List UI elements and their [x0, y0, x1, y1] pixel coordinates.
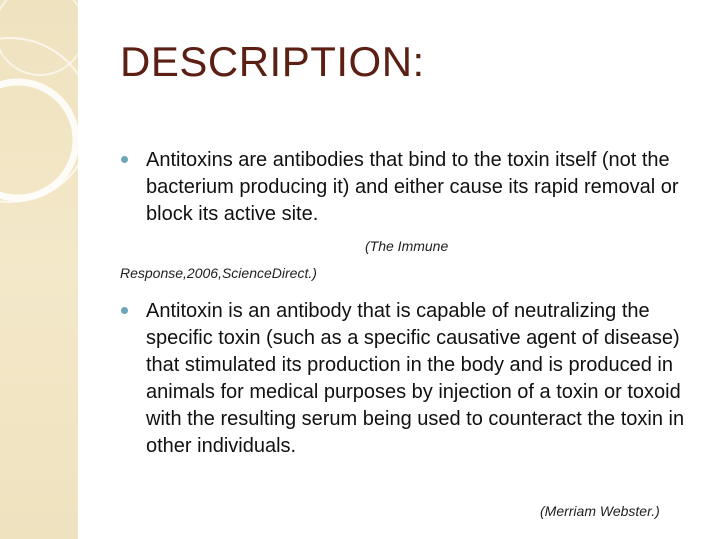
slide-title: DESCRIPTION: [120, 38, 425, 85]
bullet-text-1: Antitoxins are antibodies that bind to the toxin itself (not the bacterium producing it) and either cause its rapid removal or block its active site. [146, 149, 679, 225]
citation-2: (Merriam Webster.) [540, 503, 660, 519]
decorative-rings-icon [0, 0, 120, 539]
citation-1-line-2: Response,2006,ScienceDirect.) [120, 265, 317, 281]
bullet-dot-icon [121, 307, 128, 314]
bullet-text-2: Antitoxin is an antibody that is capable of neutralizing the specific toxin (such as a specific causative agent of disease) that stimulated its production in the body and is produced in animals for medical purposes by injection of a toxin or toxoid with the resulting serum being used to counteract the toxin in other individuals. [146, 300, 685, 457]
bullet-dot-icon [121, 156, 128, 163]
citation-1-line-1: (The Immune [365, 238, 449, 254]
